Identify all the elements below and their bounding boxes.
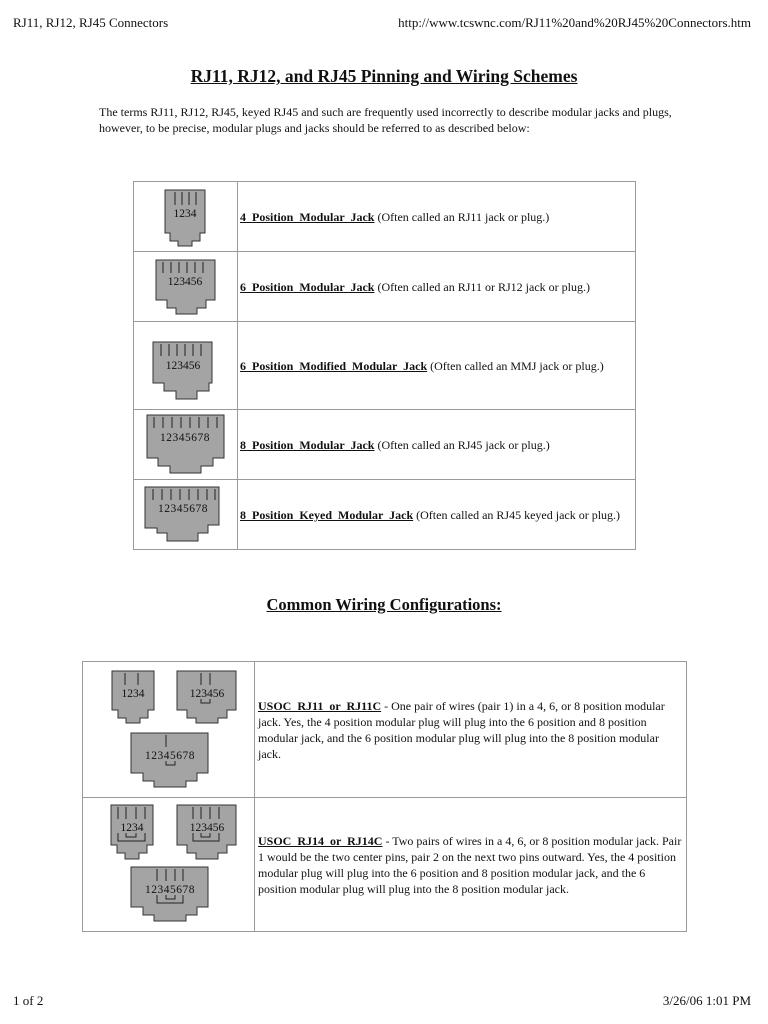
8-position-jack-icon <box>134 411 237 479</box>
pin-numbers-8: 12345678 <box>145 883 195 896</box>
connector-desc: (Often called an RJ11 or RJ12 jack or plug.) <box>374 279 590 294</box>
connector-desc: (Often called an RJ45 keyed jack or plug.) <box>413 507 621 522</box>
pin-numbers-8: 12345678 <box>145 749 195 762</box>
connector-desc: (Often called an RJ11 jack or plug.) <box>374 209 550 224</box>
connector-row <box>134 252 636 322</box>
pin-numbers: 123456 <box>165 359 201 372</box>
wiring-row <box>83 798 687 932</box>
connector-term: 6 Position Modified Modular Jack <box>240 358 428 373</box>
connector-desc: (Often called an RJ45 jack or plug.) <box>374 437 550 452</box>
connector-row <box>134 322 636 410</box>
page-header-title: RJ11, RJ12, RJ45 Connectors <box>13 15 169 30</box>
pin-numbers-4: 1234 <box>120 821 144 834</box>
pin-numbers: 1234 <box>173 207 197 220</box>
connector-row <box>134 182 636 252</box>
pin-numbers-6: 123456 <box>189 687 225 700</box>
connector-desc: (Often called an MMJ jack or plug.) <box>427 358 604 373</box>
rj11-wiring-diagram-icon <box>83 663 254 797</box>
wiring-row <box>83 662 687 798</box>
connector-term: 8 Position Keyed Modular Jack <box>240 507 414 522</box>
connector-term: 4 Position Modular Jack <box>240 209 375 224</box>
page-footer-datetime: 3/26/06 1:01 PM <box>662 993 751 1008</box>
pin-numbers: 12345678 <box>158 502 208 515</box>
6-position-jack-icon <box>134 253 237 321</box>
connector-row <box>134 410 636 480</box>
8-position-keyed-jack-icon <box>134 481 237 549</box>
intro-paragraph: The terms RJ11, RJ12, RJ45, keyed RJ45 and such are frequently used incorrectly to describe modular jacks and plugs, however, to be precise, modular plugs and jacks should be referred to as described below: <box>99 105 672 135</box>
wiring-desc: - Two pairs of wires in a 4, 6, or 8 position modular jack. Pair 1 would be the two center pins, pair 2 on the next two pins outward. Yes, the 4 position modular plug will plug into the 6 position and 8 position modular jack, and the 6 position modular plug will plug into the 8 position modular jack. <box>258 833 682 896</box>
wiring-term: USOC RJ14 or RJ14C <box>258 833 383 848</box>
wiring-desc: - One pair of wires (pair 1) in a 4, 6, or 8 position modular jack. Yes, the 4 position modular plug will plug into the 6 position and 8 position modular jack, and the 6 position modular plug will plug into the 8 position modular jack. <box>258 698 665 761</box>
6-position-modified-jack-icon <box>134 323 237 409</box>
connector-term: 6 Position Modular Jack <box>240 279 375 294</box>
connector-term: 8 Position Modular Jack <box>240 437 375 452</box>
wiring-table <box>82 661 687 932</box>
connector-types-table <box>133 181 636 550</box>
page-footer-page-number: 1 of 2 <box>13 993 44 1008</box>
rj14-wiring-diagram-icon <box>83 799 254 931</box>
pin-numbers: 12345678 <box>160 431 210 444</box>
pin-numbers: 123456 <box>167 275 203 288</box>
wiring-term: USOC RJ11 or RJ11C <box>258 698 382 713</box>
pin-numbers-6: 123456 <box>189 821 225 834</box>
page-title: RJ11, RJ12, and RJ45 Pinning and Wiring Schemes <box>190 66 578 86</box>
page-header-url: http://www.tcswnc.com/RJ11%20and%20RJ45%20Connectors.htm <box>398 15 751 30</box>
4-position-jack-icon <box>134 183 237 251</box>
connector-row <box>134 480 636 550</box>
pin-numbers-4: 1234 <box>121 687 145 700</box>
wiring-heading: Common Wiring Configurations: <box>266 595 502 614</box>
